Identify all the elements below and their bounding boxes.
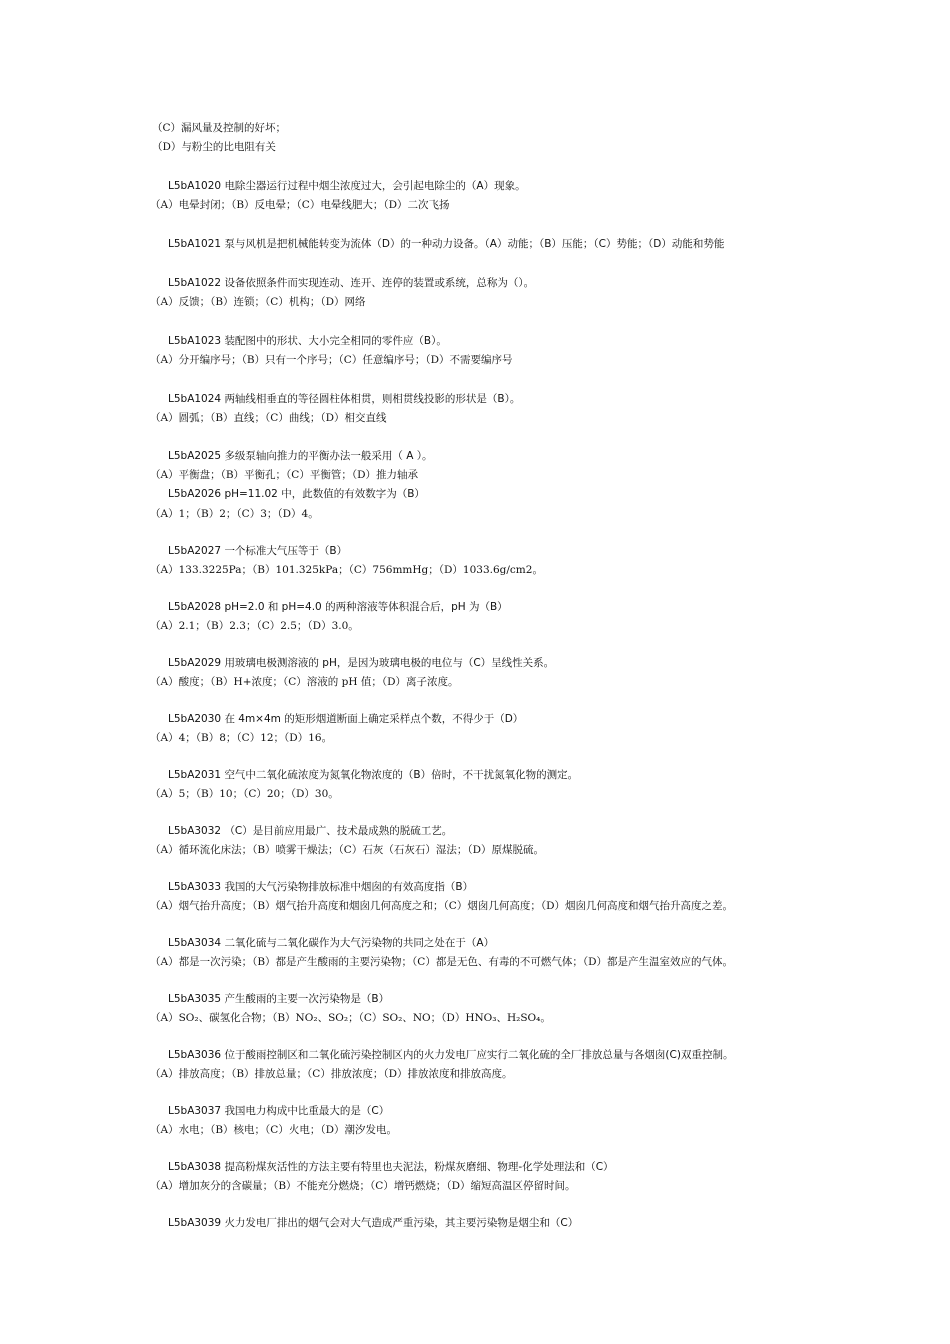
question-line: L5bA3033 我国的大气污染物排放标准中烟囱的有效高度指（B） <box>168 881 474 893</box>
option-line: （A）133.3225Pa；（B）101.325kPa；（C）756mmHg；（D）1033.6g/cm2。 <box>150 564 543 576</box>
option-line: （A）电晕封闭；（B）反电晕；（C）电晕线肥大；（D）二次飞扬 <box>150 199 450 211</box>
question-line: L5bA2026 pH=11.02 中，此数值的有效数字为（B） <box>168 488 425 500</box>
option-line: （A）循环流化床法；（B）喷雾干燥法；（C）石灰（石灰石）湿法；（D）原煤脱硫。 <box>150 844 544 856</box>
option-line: （A）4；（B）8；（C）12；（D）16。 <box>150 732 333 744</box>
option-line: （A）分开编序号；（B）只有一个序号；（C）任意编序号；（D）不需要编序号 <box>150 354 513 366</box>
option-line: （A）圆弧；（B）直线；（C）曲线；（D）相交直线 <box>150 412 387 424</box>
question-line: L5bA1020 电除尘器运行过程中烟尘浓度过大，会引起电除尘的（A）现象。 <box>168 180 526 192</box>
option-line: （A）增加灰分的含碳量；（B）不能充分燃烧；（C）增钙燃烧；（D）缩短高温区停留时间。 <box>150 1180 576 1192</box>
option-line: （C）漏风量及控制的好坏； <box>152 122 287 134</box>
option-line: （A）1；（B）2；（C）3；（D）4。 <box>150 508 319 520</box>
question-line: L5bA1021 泵与风机是把机械能转变为流体（D）的一种动力设备。（A）动能；（B）压能；（C）势能；（D）动能和势能 <box>168 238 725 250</box>
question-line: L5bA2029 用玻璃电极测溶液的 pH，是因为玻璃电极的电位与（C）呈线性关系。 <box>168 657 555 669</box>
option-line: （A）排放高度；（B）排放总量；（C）排放浓度；（D）排放浓度和排放高度。 <box>150 1068 513 1080</box>
question-line: L5bA1022 设备依照条件而实现连动、连开、连停的装置或系统，总称为（）。 <box>168 277 535 289</box>
question-line: L5bA1023 装配图中的形状、大小完全相同的零件应（B）。 <box>168 335 447 347</box>
question-line: L5bA2025 多级泵轴向推力的平衡办法一般采用（ A ）。 <box>168 450 433 462</box>
option-line: （A）酸度；（B）H+浓度；（C）溶液的 pH 值；（D）离子浓度。 <box>150 676 459 688</box>
question-line: L5bA2027 一个标准大气压等于（B） <box>168 545 348 557</box>
option-line: （A）烟气抬升高度；（B）烟气抬升高度和烟囱几何高度之和；（C）烟囱几何高度；（D）烟囱几何高度和烟气抬升高度之差。 <box>150 900 733 912</box>
question-line: L5bA3036 位于酸雨控制区和二氧化硫污染控制区内的火力发电厂应实行二氧化硫的全厂排放总量与各烟囱(C)双重控制。 <box>168 1049 734 1061</box>
question-line: L5bA2028 pH=2.0 和 pH=4.0 的两种溶液等体积混合后，pH 为（B） <box>168 601 508 613</box>
question-line: L5bA3032 （C）是目前应用最广、技术最成熟的脱硫工艺。 <box>168 825 453 837</box>
option-line: （A）5；（B）10；（C）20；（D）30。 <box>150 788 339 800</box>
option-line: （A）水电；（B）核电；（C）火电；（D）潮汐发电。 <box>150 1124 398 1136</box>
question-line: L5bA3038 提高粉煤灰活性的方法主要有特里也夫泥法，粉煤灰磨细、物理-化学处理法和（C） <box>168 1161 614 1173</box>
option-line: （D）与粉尘的比电阻有关 <box>152 141 276 153</box>
option-line: （A）都是一次污染；（B）都是产生酸雨的主要污染物；（C）都是无色、有毒的不可燃气体；（D）都是产生温室效应的气体。 <box>150 956 733 968</box>
option-line: （A）SO₂、碳氢化合物；（B）NO₂、SO₂；（C）SO₂、NO；（D）HNO₃、H₂SO₄。 <box>150 1012 551 1024</box>
option-line: （A）平衡盘；（B）平衡孔；（C）平衡管；（D）推力轴承 <box>150 469 419 481</box>
question-line: L5bA2030 在 4m×4m 的矩形烟道断面上确定采样点个数，不得少于（D） <box>168 713 524 725</box>
question-line: L5bA3034 二氧化硫与二氧化碳作为大气污染物的共同之处在于（A） <box>168 937 495 949</box>
option-line: （A）反馈；（B）连锁；（C）机构；（D）网络 <box>150 296 366 308</box>
question-line: L5bA3035 产生酸雨的主要一次污染物是（B） <box>168 993 390 1005</box>
option-line: （A）2.1；（B）2.3；（C）2.5；（D）3.0。 <box>150 620 359 632</box>
question-line: L5bA3037 我国电力构成中比重最大的是（C） <box>168 1105 390 1117</box>
question-line: L5bA1024 两轴线相垂直的等径圆柱体相贯，则相贯线投影的形状是（B）。 <box>168 393 521 405</box>
question-line: L5bA3039 火力发电厂排出的烟气会对大气造成严重污染，其主要污染物是烟尘和（C） <box>168 1217 579 1229</box>
question-line: L5bA2031 空气中二氧化硫浓度为氮氧化物浓度的（B）倍时，不干扰氮氧化物的测定。 <box>168 769 579 781</box>
